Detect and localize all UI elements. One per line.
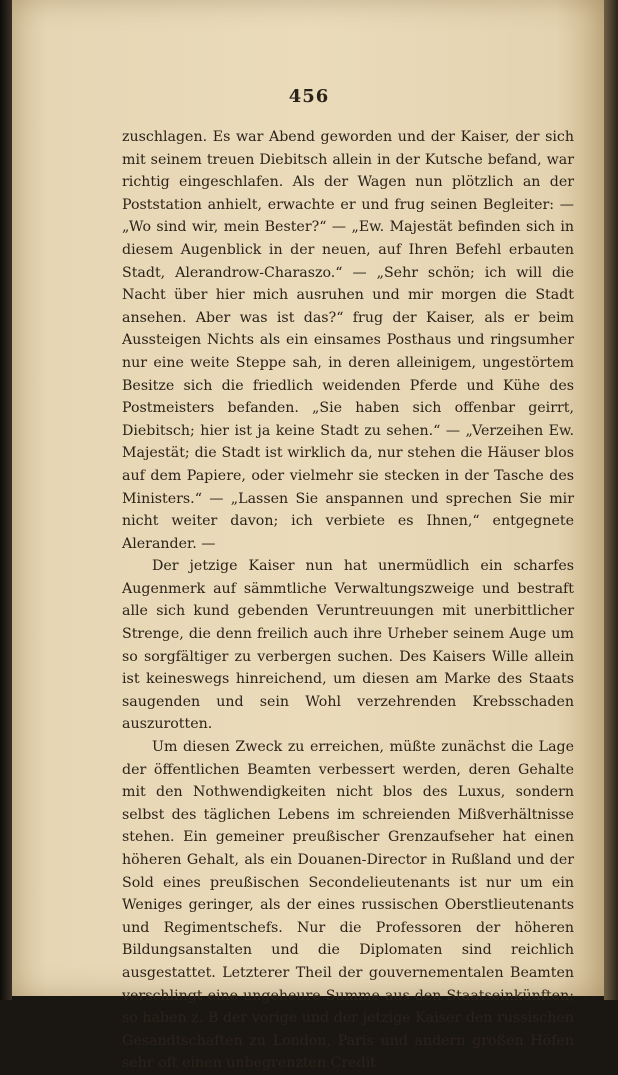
book-binding-edge <box>0 0 12 1000</box>
paragraph-1: zuschlagen. Es war Abend geworden und der Kaiser, der sich mit seinem treuen Diebitsch allein in der Kutsche befand, war richtig eingeschlafen. Als der Wagen nun plötzlich an der Poststation anhielt, erwachte er und frug seinen Begleiter: — „Wo sind wir, mein Bester?“ — „Ew. Majestät befinden sich in diesem Augenblick in der neuen, auf Ihren Befehl erbauten Stadt, Alerandrow-Charaszo.“ — „Sehr schön; ich will die Nacht über hier mich ausruhen und mir morgen die Stadt ansehen. Aber was ist das?“ frug der Kaiser, als er beim Aussteigen Nichts als ein einsames Posthaus und ringsumher nur eine weite Steppe sah, in deren alleinigem, ungestörtem Besitze sich die friedlich weidenden Pferde und Kühe des Postmeisters befanden. „Sie haben sich offenbar geirrt, Diebitsch; hier ist ja keine Stadt zu sehen.“ — „Verzeihen Ew. Majestät; die Stadt ist wirklich da, nur stehen die Häuser blos auf dem Papiere, oder vielmehr sie stecken in der Tasche des Ministers.“ — „Lassen Sie anspannen und sprechen Sie mir nicht weiter davon; ich verbiete es Ihnen,“ entgegnete Alerander. — <box>122 129 574 552</box>
body-text <box>122 126 574 1075</box>
paragraph-3: Um diesen Zweck zu erreichen, müßte zunächst die Lage der öffentlichen Beamten verbessert werden, deren Gehalte mit den Nothwendigkeiten nicht blos des Luxus, sondern selbst des täglichen Lebens im schreienden Mißverhältnisse stehen. Ein gemeiner preußischer Grenzaufseher hat einen höheren Gehalt, als ein Douanen-Director in Rußland und der Sold eines preußischen Secondelieutenants ist nur um ein Weniges geringer, als der eines russischen Oberstlieutenants und Regimentschefs. Nur die Professoren der höheren Bildungsanstalten und die Diplomaten sind reichlich ausgestattet. Letzterer Theil der gouvernementalen Beamten verschlingt eine ungeheure Summe aus den Staatseinkünften; so haben z. B der vorige und der jetzige Kaiser den russischen Gesandtschaften zu London, Paris und andern großen Höfen sehr oft einen unbegrenzten Credit <box>122 739 574 1072</box>
page-number: 456 <box>288 86 330 107</box>
page-edge-shadow <box>604 0 618 1000</box>
paragraph-2: Der jetzige Kaiser nun hat unermüdlich ein scharfes Augenmerk auf sämmtliche Verwaltungszweige und bestraft alle sich kund gebenden Veruntreuungen mit unerbittlicher Strenge, die denn freilich auch ihre Urheber seinem Auge um so sorgfältiger zu verbergen suchen. Des Kaisers Wille allein ist keineswegs hinreichend, um diesen am Marke des Staats saugenden und sein Wohl verzehrenden Krebsschaden auszurotten. <box>122 558 574 733</box>
